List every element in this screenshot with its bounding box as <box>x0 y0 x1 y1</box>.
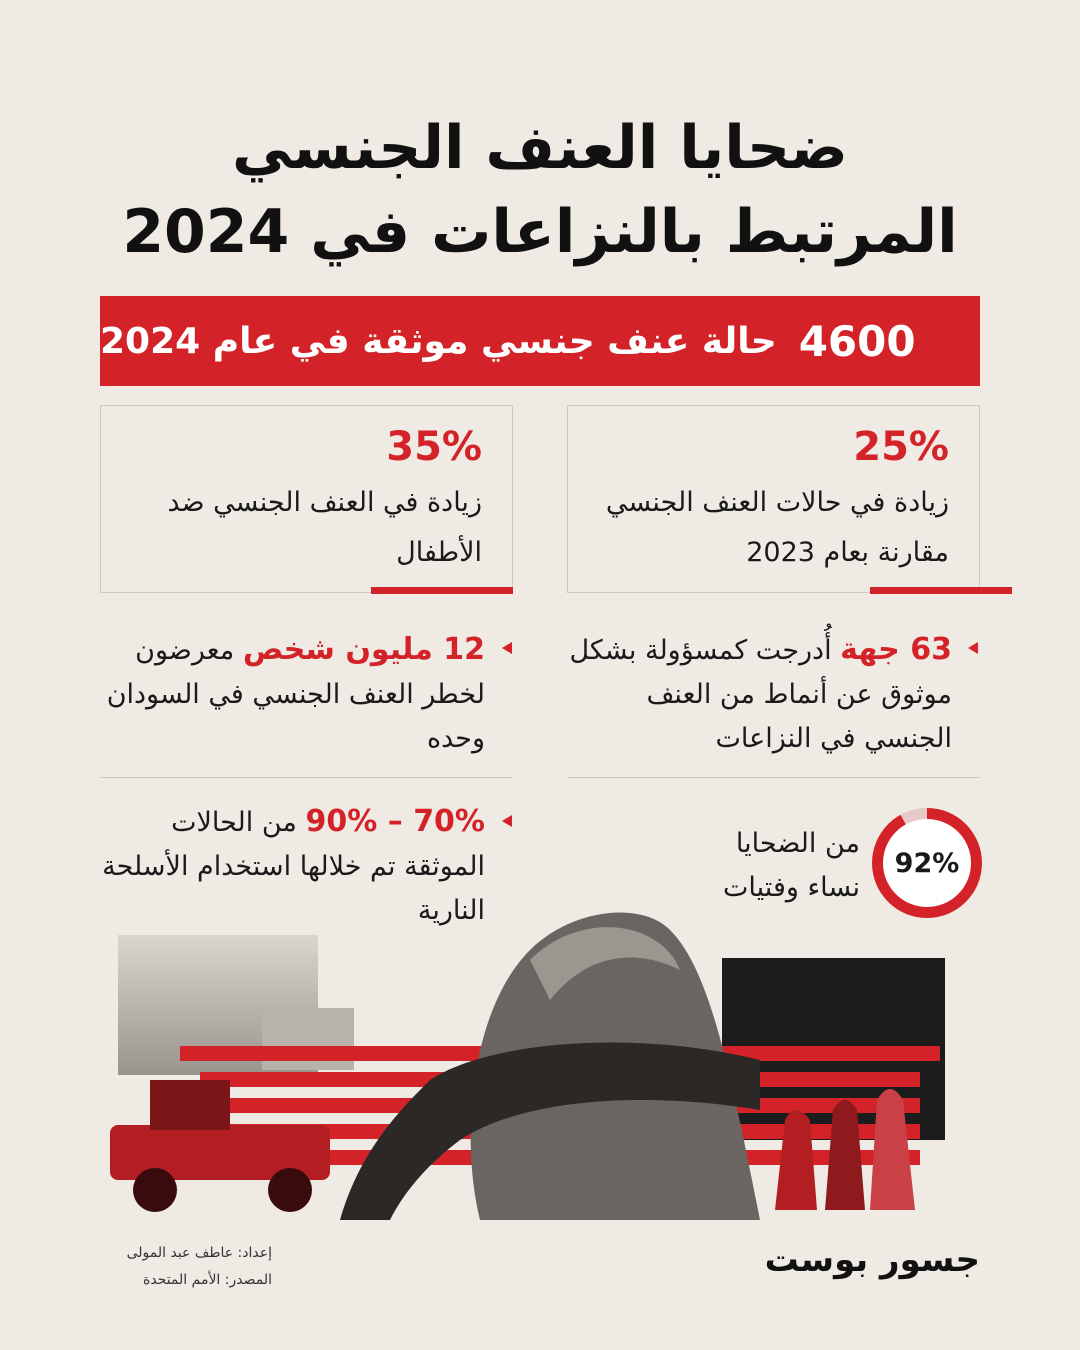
women-group-photo <box>755 1060 935 1210</box>
stat-card-children <box>100 405 513 593</box>
banner-text: حالة عنف جنسي موثقة في عام 2024 <box>100 320 777 362</box>
ring-text: من الضحايا نساء وفتيات <box>723 828 860 903</box>
stat-card-text: زيادة في حالات العنف الجنسي مقارنة بعام 2023 <box>605 487 949 568</box>
credit-source: المصدر: الأمم المتحدة <box>142 1272 272 1288</box>
bullet-triangle-icon <box>502 642 512 654</box>
stat-card-text: زيادة في العنف الجنسي ضد الأطفال <box>167 487 482 568</box>
page-title-line-2: المرتبط بالنزاعات في 2024 <box>122 197 958 267</box>
divider <box>100 777 513 778</box>
stat-sudan <box>100 628 485 761</box>
stat-text: أُدرجت كمسؤولة بشكل موثوق عن أنماط من العنف الجنسي في النزاعات <box>569 635 952 754</box>
headline-banner <box>100 296 980 386</box>
card-accent-bar <box>870 587 1012 594</box>
bullet-triangle-icon <box>968 642 978 654</box>
stat-highlight: 63 جهة <box>840 632 952 667</box>
credit-author: إعداد: عاطف عبد المولى <box>126 1245 272 1261</box>
percent-ring <box>872 808 982 918</box>
stat-highlight: 12 مليون شخص <box>242 632 485 667</box>
veiled-figure-photo <box>340 890 760 1220</box>
stat-card-percent: 35% <box>386 424 482 470</box>
card-accent-bar <box>371 587 513 594</box>
banner-number: 4600 <box>798 316 916 366</box>
bullet-triangle-icon <box>502 815 512 827</box>
stat-card-increase <box>567 405 980 593</box>
brand-logo: جسور بوست <box>764 1240 980 1280</box>
stat-highlight: 70% – 90% <box>305 804 485 839</box>
page-title-line-1: ضحايا العنف الجنسي <box>231 113 849 183</box>
stat-card-percent: 25% <box>853 424 949 470</box>
stat-text: من الحالات الموثقة تم خلالها استخدام الأسلحة النارية <box>102 807 485 926</box>
stat-text: معرضون لخطر العنف الجنسي في السودان وحده <box>106 635 485 754</box>
divider <box>567 777 980 778</box>
ring-value: 92% <box>894 847 960 879</box>
armed-vehicle-photo <box>105 1040 335 1220</box>
stat-entities <box>567 628 952 761</box>
